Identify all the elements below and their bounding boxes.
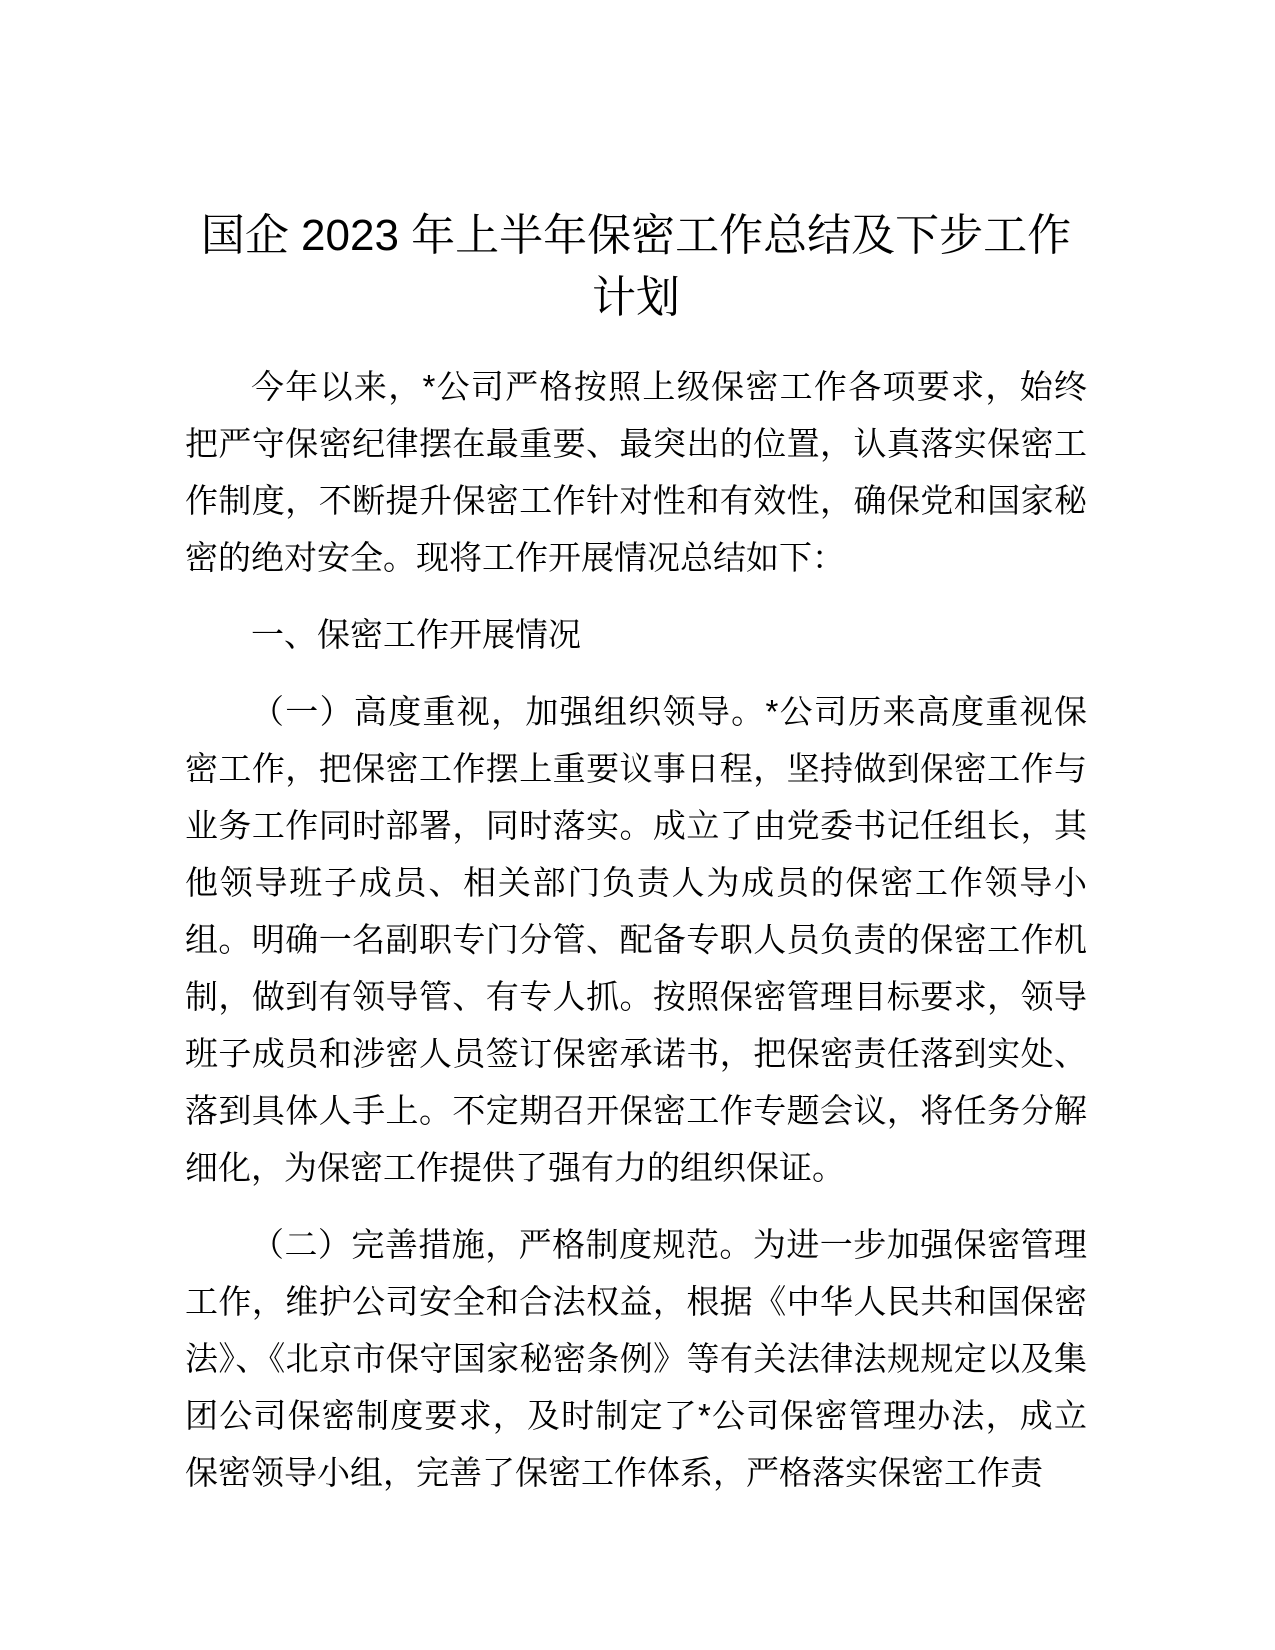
body-paragraph: 今年以来，*公司严格按照上级保密工作各项要求，始终把严守保密纪律摆在最重要、最突出的位置，认真落实保密工作制度，不断提升保密工作针对性和有效性，确保党和国家秘密的绝对安全。现将工作开展情况总结如下： bbox=[185, 368, 1087, 576]
document-title: 国企 2023 年上半年保密工作总结及下步工作计划 bbox=[200, 211, 1072, 322]
body-paragraph: （二）完善措施，严格制度规范。为进一步加强保密管理工作，维护公司安全和合法权益，根据《中华人民共和国保密法》、《北京市保守国家秘密条例》等有关法律法规规定以及集团公司保密制度要求，及时制定了*公司保密管理办法，成立保密领导小组，完善了保密工作体系，严格落实保密工作责 bbox=[185, 1226, 1087, 1491]
body-paragraph: （一）高度重视，加强组织领导。*公司历来高度重视保密工作，把保密工作摆上重要议事日程，坚持做到保密工作与业务工作同时部署，同时落实。成立了由党委书记任组长，其他领导班子成员、相关部门负责人为成员的保密工作领导小组。明确一名副职专门分管、配备专职人员负责的保密工作机制，做到有领导管、有专人抓。按照保密管理目标要求，领导班子成员和涉密人员签订保密承诺书，把保密责任落到实处、落到具体人手上。不定期召开保密工作专题会议，将任务分解细化，为保密工作提供了强有力的组织保证。 bbox=[185, 693, 1087, 1186]
document-body bbox=[185, 358, 1087, 1501]
section-heading: 一、保密工作开展情况 bbox=[251, 616, 581, 653]
